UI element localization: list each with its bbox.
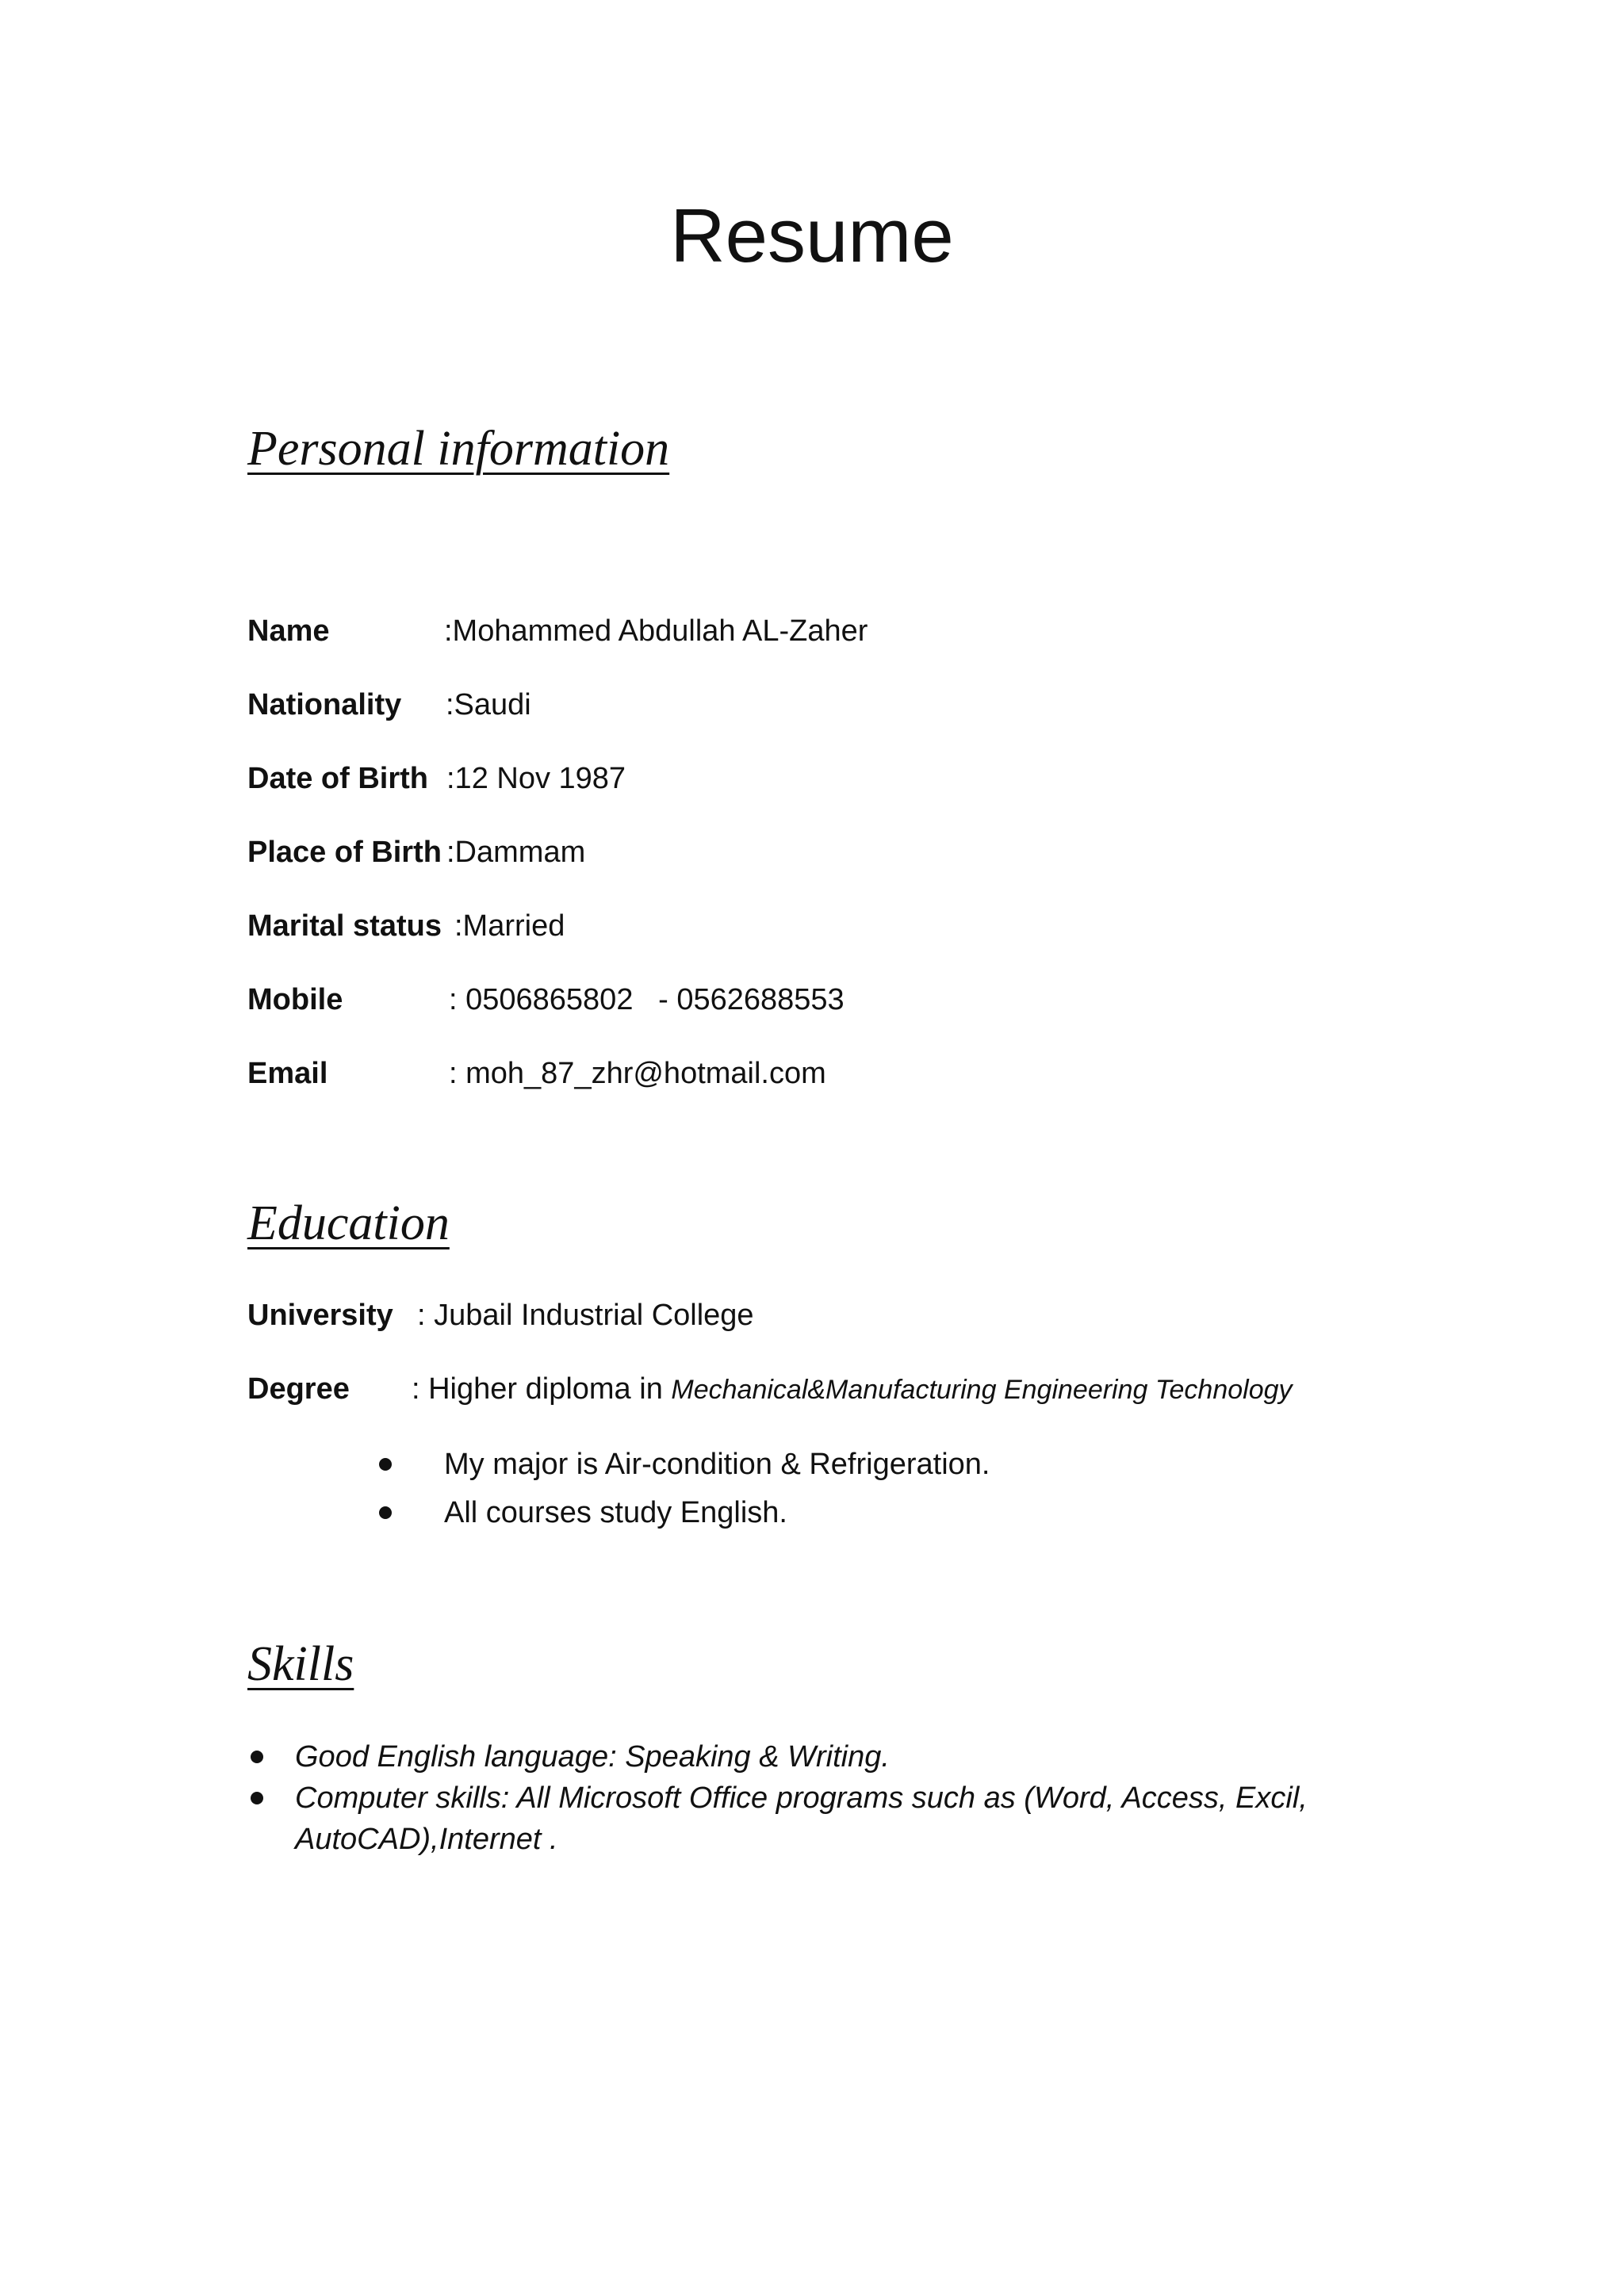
degree-program: Mechanical&Manufacturing Engineering Technology bbox=[671, 1375, 1293, 1405]
field-label: Email bbox=[247, 1057, 328, 1090]
field-value: :Married bbox=[454, 909, 565, 943]
list-item-text: Computer skills: All Microsoft Office programs such as (Word, Access, Excil, bbox=[295, 1781, 1308, 1815]
personal-information-heading: Personal information bbox=[247, 422, 670, 476]
field-value: : Jubail Industrial College bbox=[417, 1299, 754, 1332]
field-label: Degree bbox=[247, 1372, 350, 1406]
field-value: :Dammam bbox=[446, 836, 586, 869]
education-heading: Education bbox=[247, 1196, 450, 1250]
field-label: Date of Birth bbox=[247, 762, 428, 795]
list-item-text: AutoCAD),Internet . bbox=[295, 1823, 558, 1856]
field-label: Name bbox=[247, 614, 330, 648]
field-value bbox=[412, 1374, 1293, 1404]
field-value: :Mohammed Abdullah AL-Zaher bbox=[444, 614, 868, 648]
bullet-icon bbox=[379, 1506, 392, 1519]
skills-heading: Skills bbox=[247, 1637, 354, 1691]
document-title: Resume bbox=[670, 193, 954, 278]
field-value: : 0506865802 - 0562688553 bbox=[449, 983, 845, 1016]
list-item-text: My major is Air-condition & Refrigeration. bbox=[444, 1448, 990, 1481]
degree-prefix: : Higher diploma in bbox=[412, 1372, 672, 1406]
bullet-icon bbox=[379, 1458, 392, 1471]
bullet-icon bbox=[251, 1792, 263, 1804]
field-value: :12 Nov 1987 bbox=[446, 762, 626, 795]
field-label: Place of Birth bbox=[247, 836, 442, 869]
list-item-text: All courses study English. bbox=[444, 1496, 787, 1529]
field-value: :Saudi bbox=[446, 688, 531, 721]
list-item-text: Good English language: Speaking & Writing. bbox=[295, 1740, 890, 1774]
field-value: : moh_87_zhr@hotmail.com bbox=[449, 1057, 826, 1090]
field-label: Mobile bbox=[247, 983, 343, 1016]
bullet-icon bbox=[251, 1751, 263, 1763]
field-label: Marital status bbox=[247, 909, 442, 943]
field-label: University bbox=[247, 1299, 393, 1332]
field-label: Nationality bbox=[247, 688, 402, 721]
